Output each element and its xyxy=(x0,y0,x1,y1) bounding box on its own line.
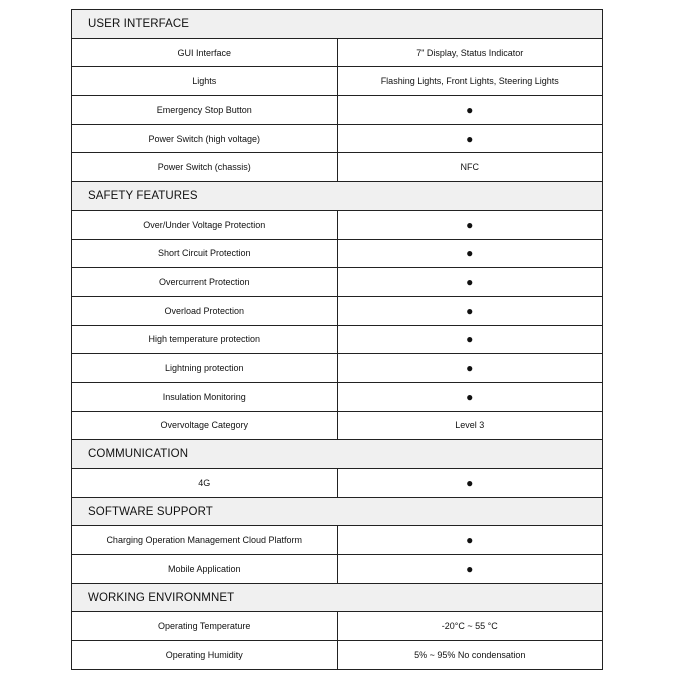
spec-value: -20°C ~ 55 °C xyxy=(337,612,603,641)
table-row xyxy=(72,354,603,383)
spec-label: Overload Protection xyxy=(72,296,338,325)
spec-label: Mobile Application xyxy=(72,555,338,584)
table-row xyxy=(72,612,603,641)
spec-value: Level 3 xyxy=(337,411,603,440)
table-row xyxy=(72,411,603,440)
section-header-row xyxy=(72,440,603,469)
supported-dot-icon: ● xyxy=(337,555,603,584)
spec-label: Charging Operation Management Cloud Platform xyxy=(72,526,338,555)
table-row xyxy=(72,38,603,67)
table-row xyxy=(72,555,603,584)
section-header-row xyxy=(72,182,603,211)
spec-label: Lights xyxy=(72,67,338,96)
spec-label: Power Switch (high voltage) xyxy=(72,124,338,153)
supported-dot-icon: ● xyxy=(337,382,603,411)
supported-dot-icon: ● xyxy=(337,210,603,239)
supported-dot-icon: ● xyxy=(337,354,603,383)
spec-value: 7" Display, Status Indicator xyxy=(337,38,603,67)
table-row xyxy=(72,210,603,239)
spec-label: High temperature protection xyxy=(72,325,338,354)
spec-label: Overcurrent Protection xyxy=(72,268,338,297)
spec-label: Operating Temperature xyxy=(72,612,338,641)
section-title: COMMUNICATION xyxy=(72,440,603,469)
supported-dot-icon: ● xyxy=(337,96,603,125)
supported-dot-icon: ● xyxy=(337,239,603,268)
spec-label: GUI Interface xyxy=(72,38,338,67)
table-row xyxy=(72,124,603,153)
spec-label: Over/Under Voltage Protection xyxy=(72,210,338,239)
table-row xyxy=(72,239,603,268)
section-header-row xyxy=(72,583,603,612)
table-row xyxy=(72,469,603,498)
spec-label: Operating Humidity xyxy=(72,641,338,670)
table-row xyxy=(72,382,603,411)
supported-dot-icon: ● xyxy=(337,296,603,325)
supported-dot-icon: ● xyxy=(337,124,603,153)
supported-dot-icon: ● xyxy=(337,325,603,354)
spec-table xyxy=(71,9,603,670)
supported-dot-icon: ● xyxy=(337,268,603,297)
section-title: USER INTERFACE xyxy=(72,10,603,39)
spec-label: Lightning protection xyxy=(72,354,338,383)
table-row xyxy=(72,96,603,125)
table-row xyxy=(72,268,603,297)
table-row xyxy=(72,67,603,96)
spec-label: Insulation Monitoring xyxy=(72,382,338,411)
section-header-row xyxy=(72,497,603,526)
supported-dot-icon: ● xyxy=(337,469,603,498)
spec-label: Short Circuit Protection xyxy=(72,239,338,268)
section-title: SOFTWARE SUPPORT xyxy=(72,497,603,526)
spec-label: Emergency Stop Button xyxy=(72,96,338,125)
section-title: WORKING ENVIRONMNET xyxy=(72,583,603,612)
spec-label: 4G xyxy=(72,469,338,498)
spec-label: Overvoltage Category xyxy=(72,411,338,440)
spec-value: NFC xyxy=(337,153,603,182)
spec-value: 5% ~ 95% No condensation xyxy=(337,641,603,670)
section-header-row xyxy=(72,10,603,39)
table-row xyxy=(72,641,603,670)
spec-label: Power Switch (chassis) xyxy=(72,153,338,182)
table-row xyxy=(72,526,603,555)
section-title: SAFETY FEATURES xyxy=(72,182,603,211)
table-row xyxy=(72,153,603,182)
supported-dot-icon: ● xyxy=(337,526,603,555)
table-row xyxy=(72,296,603,325)
table-row xyxy=(72,325,603,354)
spec-value: Flashing Lights, Front Lights, Steering Lights xyxy=(337,67,603,96)
